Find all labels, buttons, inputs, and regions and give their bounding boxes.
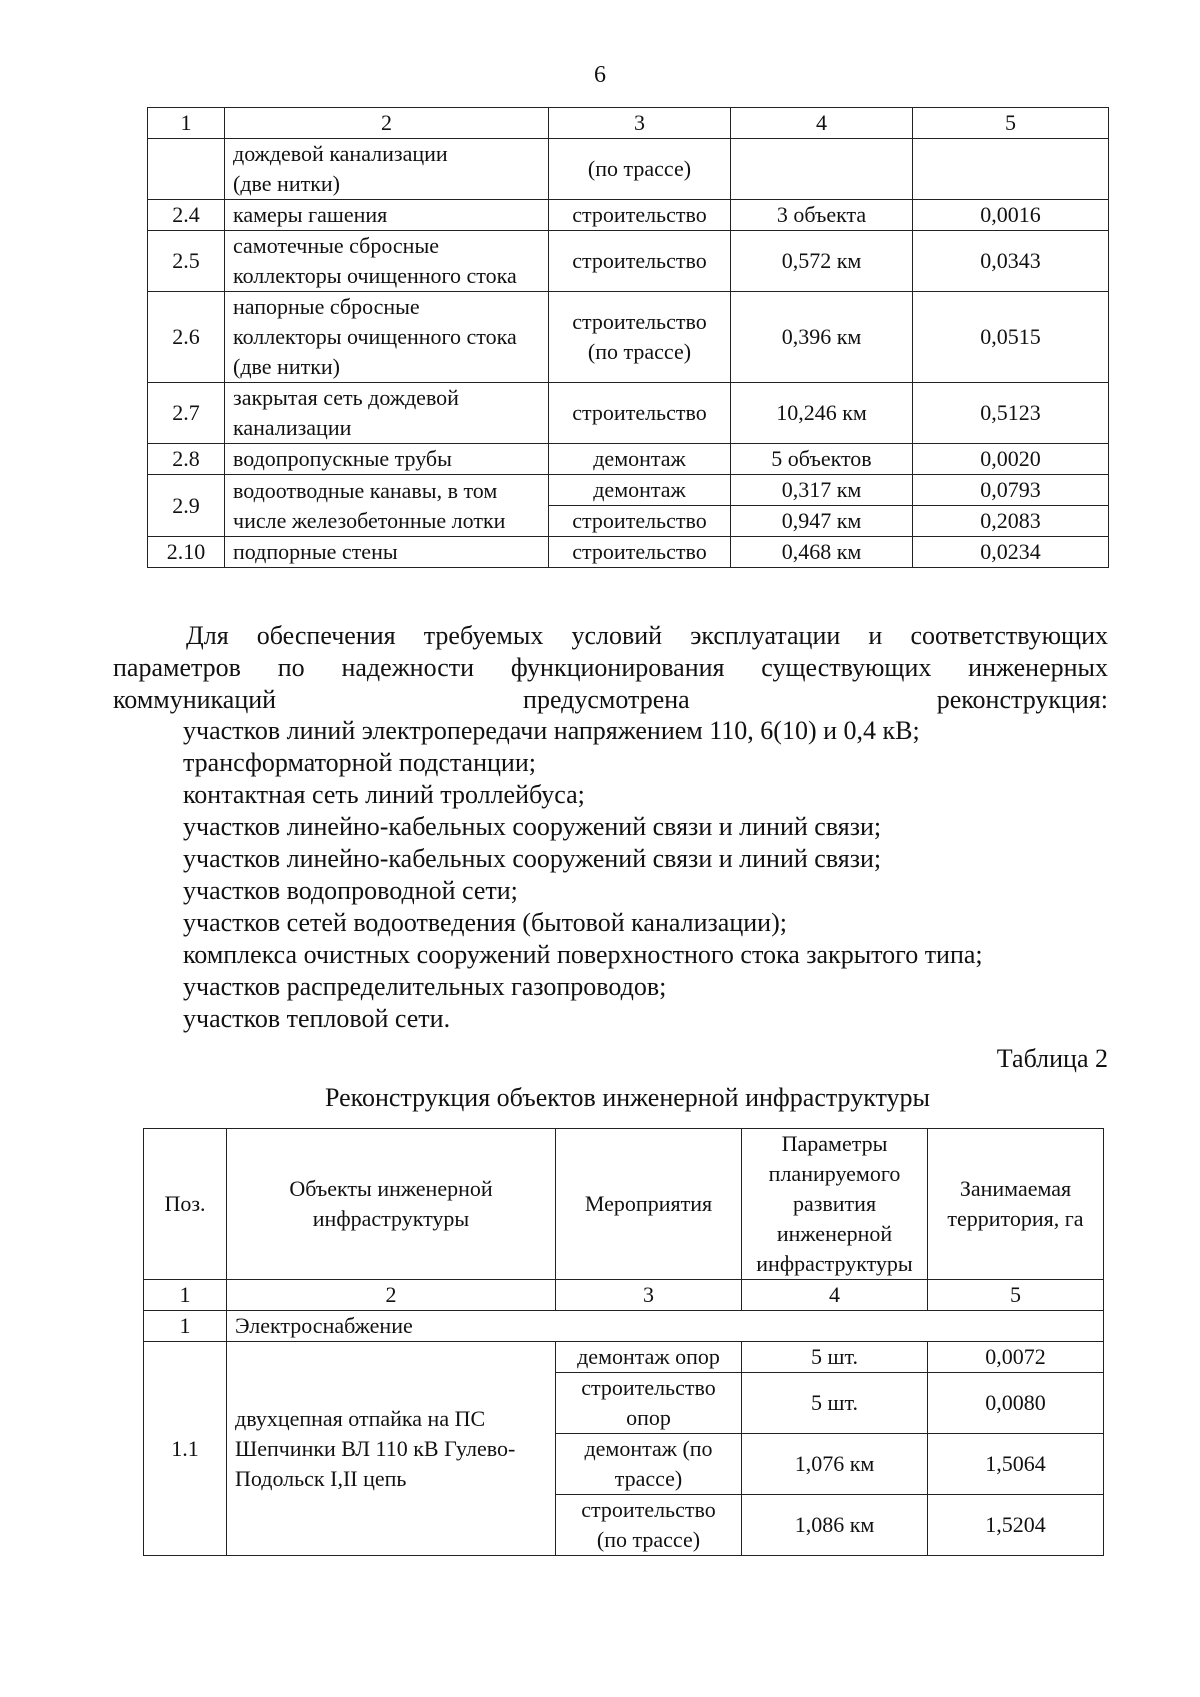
intro-paragraph bbox=[113, 620, 1108, 716]
action-cell: строительство bbox=[549, 506, 731, 537]
pos-cell: 2.6 bbox=[148, 292, 225, 383]
area-cell: 0,0234 bbox=[913, 537, 1109, 568]
param-cell: 3 объекта bbox=[731, 200, 913, 231]
table-row bbox=[148, 139, 1109, 200]
param-cell: 0,317 км bbox=[731, 475, 913, 506]
column-number: 5 bbox=[928, 1280, 1104, 1311]
action-cell: строительство (по трассе) bbox=[549, 292, 731, 383]
pos-cell: 2.5 bbox=[148, 231, 225, 292]
list-item: контактная сеть линий троллейбуса; bbox=[183, 780, 585, 809]
column-number: 2 bbox=[225, 108, 549, 139]
table-2-caption: Таблица 2 bbox=[996, 1044, 1108, 1073]
table-row bbox=[148, 444, 1109, 475]
area-cell: 0,0343 bbox=[913, 231, 1109, 292]
area-cell: 0,0072 bbox=[928, 1342, 1104, 1373]
area-cell: 0,2083 bbox=[913, 506, 1109, 537]
area-cell: 0,0016 bbox=[913, 200, 1109, 231]
param-cell: 10,246 км bbox=[731, 383, 913, 444]
table-2-title: Реконструкция объектов инженерной инфраструктуры bbox=[325, 1083, 930, 1112]
list-item: участков распределительных газопроводов; bbox=[183, 972, 667, 1001]
object-cell: самотечные сбросные коллекторы очищенного стока bbox=[225, 231, 549, 292]
area-cell: 0,0080 bbox=[928, 1373, 1104, 1434]
object-cell: водоотводные канавы, в том числе железобетонные лотки bbox=[225, 475, 549, 537]
table-row bbox=[148, 383, 1109, 444]
param-cell bbox=[731, 139, 913, 200]
list-item: участков линий электропередачи напряжением 110, 6(10) и 0,4 кВ; bbox=[183, 716, 920, 745]
table-row bbox=[144, 1342, 1104, 1373]
pos-cell: 2.9 bbox=[148, 475, 225, 537]
pos-cell: 2.10 bbox=[148, 537, 225, 568]
param-cell: 0,947 км bbox=[731, 506, 913, 537]
column-number: 4 bbox=[731, 108, 913, 139]
action-cell: строительство опор bbox=[556, 1373, 742, 1434]
param-cell: 5 объектов bbox=[731, 444, 913, 475]
action-cell: строительство (по трассе) bbox=[556, 1495, 742, 1556]
header-cell: Занимаемая территория, га bbox=[928, 1129, 1104, 1280]
area-cell bbox=[913, 139, 1109, 200]
header-cell: Объекты инженерной инфраструктуры bbox=[227, 1129, 556, 1280]
list-item: комплекса очистных сооружений поверхностного стока закрытого типа; bbox=[183, 940, 983, 969]
action-cell: (по трассе) bbox=[549, 139, 731, 200]
pos-cell: 2.7 bbox=[148, 383, 225, 444]
table-row bbox=[148, 231, 1109, 292]
param-cell: 5 шт. bbox=[742, 1373, 928, 1434]
action-cell: строительство bbox=[549, 537, 731, 568]
area-cell: 1,5204 bbox=[928, 1495, 1104, 1556]
action-cell: демонтаж bbox=[549, 475, 731, 506]
pos-cell: 2.4 bbox=[148, 200, 225, 231]
header-cell: Мероприятия bbox=[556, 1129, 742, 1280]
param-cell: 1,086 км bbox=[742, 1495, 928, 1556]
pos-cell bbox=[148, 139, 225, 200]
pos-cell: 2.8 bbox=[148, 444, 225, 475]
list-item: участков линейно-кабельных сооружений связи и линий связи; bbox=[183, 812, 882, 841]
object-cell: водопропускные трубы bbox=[225, 444, 549, 475]
list-item: трансформаторной подстанции; bbox=[183, 748, 536, 777]
area-cell: 0,0020 bbox=[913, 444, 1109, 475]
column-number: 5 bbox=[913, 108, 1109, 139]
object-cell: закрытая сеть дождевой канализации bbox=[225, 383, 549, 444]
pos-cell: 1.1 bbox=[144, 1342, 227, 1556]
list-item: участков тепловой сети. bbox=[183, 1004, 451, 1033]
object-cell: напорные сбросные коллекторы очищенного стока (две нитки) bbox=[225, 292, 549, 383]
column-number: 4 bbox=[742, 1280, 928, 1311]
param-cell: 0,396 км bbox=[731, 292, 913, 383]
object-cell: камеры гашения bbox=[225, 200, 549, 231]
param-cell: 0,572 км bbox=[731, 231, 913, 292]
list-item: участков водопроводной сети; bbox=[183, 876, 518, 905]
action-cell: демонтаж опор bbox=[556, 1342, 742, 1373]
action-cell: строительство bbox=[549, 383, 731, 444]
table-2 bbox=[143, 1128, 1104, 1556]
object-cell: двухцепная отпайка на ПС Шепчинки ВЛ 110 кВ Гулево-Подольск I,II цепь bbox=[227, 1342, 556, 1556]
area-cell: 0,0515 bbox=[913, 292, 1109, 383]
section-title: Электроснабжение bbox=[227, 1311, 1104, 1342]
page-number: 6 bbox=[594, 62, 606, 88]
section-pos: 1 bbox=[144, 1311, 227, 1342]
header-cell: Параметры планируемого развития инженерной инфраструктуры bbox=[742, 1129, 928, 1280]
reconstruction-list bbox=[183, 715, 1113, 1035]
header-cell: Поз. bbox=[144, 1129, 227, 1280]
list-item: участков сетей водоотведения (бытовой канализации); bbox=[183, 908, 787, 937]
action-cell: строительство bbox=[549, 200, 731, 231]
column-number: 3 bbox=[556, 1280, 742, 1311]
object-cell: подпорные стены bbox=[225, 537, 549, 568]
column-number: 3 bbox=[549, 108, 731, 139]
table-row bbox=[148, 475, 1109, 506]
object-cell: дождевой канализации (две нитки) bbox=[225, 139, 549, 200]
area-cell: 0,0793 bbox=[913, 475, 1109, 506]
param-cell: 5 шт. bbox=[742, 1342, 928, 1373]
table-row bbox=[148, 537, 1109, 568]
table-row bbox=[148, 200, 1109, 231]
area-cell: 0,5123 bbox=[913, 383, 1109, 444]
column-number: 1 bbox=[148, 108, 225, 139]
column-number: 2 bbox=[227, 1280, 556, 1311]
param-cell: 1,076 км bbox=[742, 1434, 928, 1495]
intro-text: Для обеспечения требуемых условий эксплуатации и соответствующих параметров по надежности функционирования существующих инженерных коммуникаций предусмотрена реконструкция: bbox=[113, 621, 1108, 714]
table-1 bbox=[147, 107, 1109, 568]
list-item: участков линейно-кабельных сооружений связи и линий связи; bbox=[183, 844, 882, 873]
table-row bbox=[148, 292, 1109, 383]
area-cell: 1,5064 bbox=[928, 1434, 1104, 1495]
action-cell: строительство bbox=[549, 231, 731, 292]
action-cell: демонтаж bbox=[549, 444, 731, 475]
column-number: 1 bbox=[144, 1280, 227, 1311]
param-cell: 0,468 км bbox=[731, 537, 913, 568]
action-cell: демонтаж (по трассе) bbox=[556, 1434, 742, 1495]
